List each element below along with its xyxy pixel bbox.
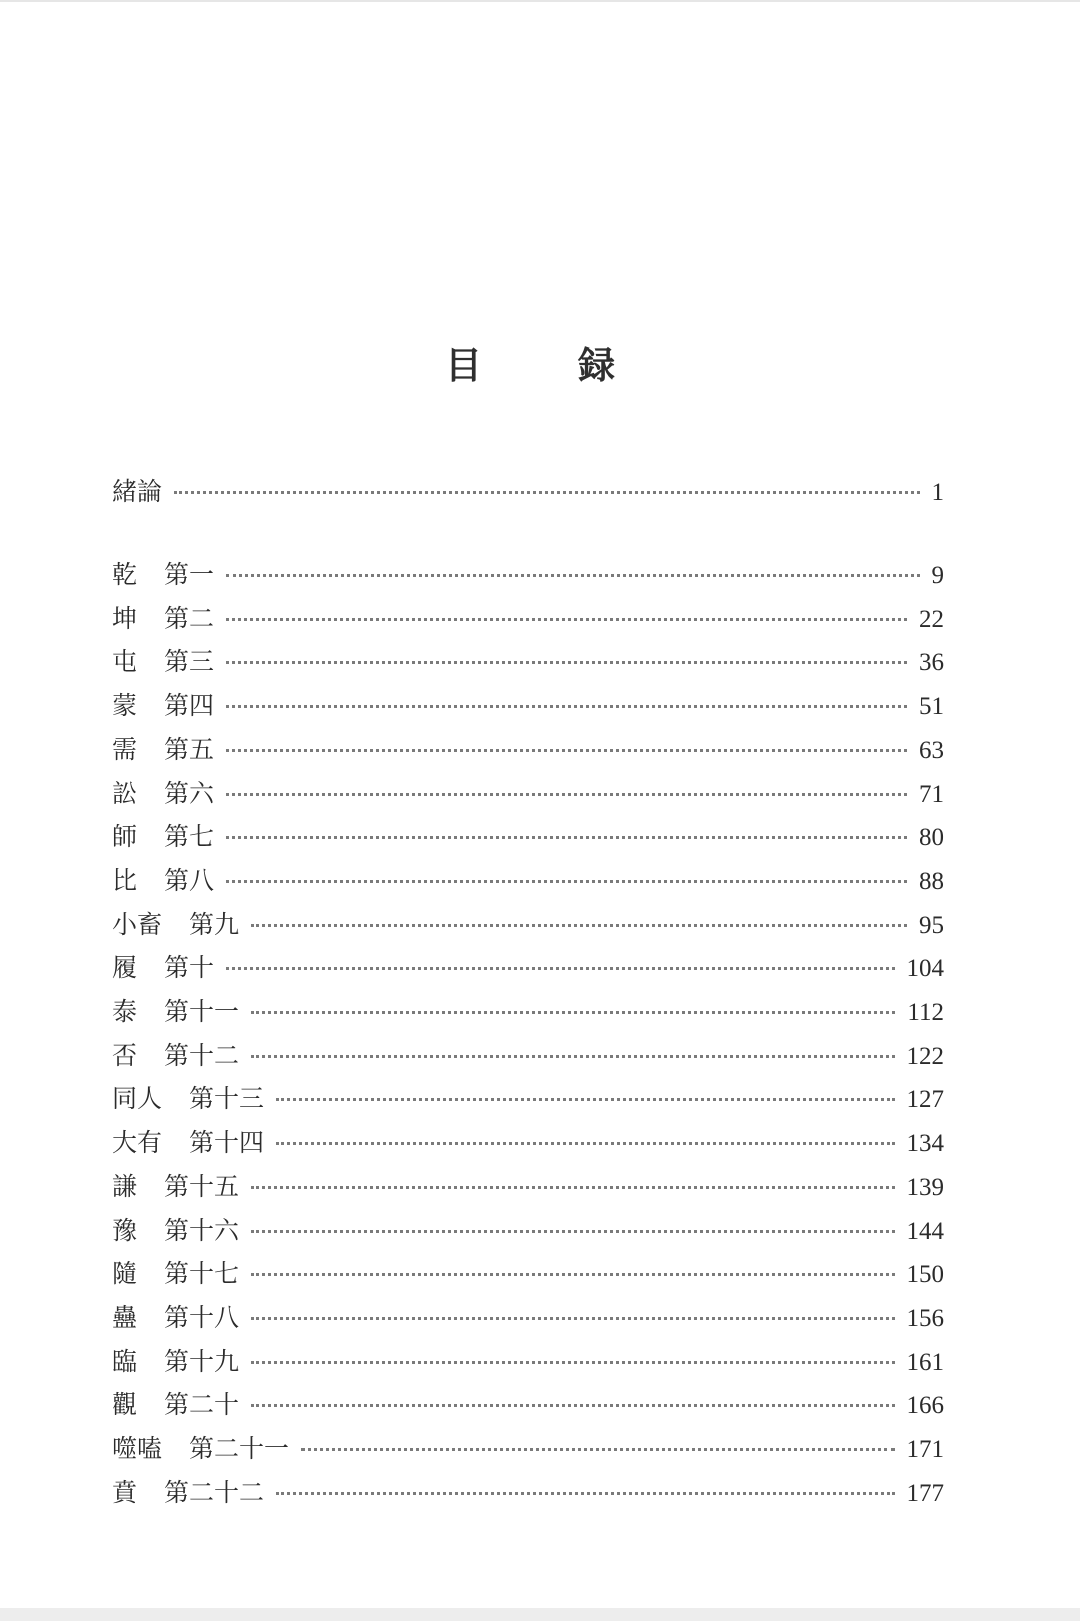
toc-entry-ordinal: 第三 (164, 647, 215, 676)
dot-leader (226, 749, 907, 752)
toc-entry (112, 602, 944, 636)
dot-leader (251, 1186, 894, 1189)
toc-entry (112, 995, 944, 1029)
dot-leader (226, 705, 907, 708)
toc-entry (112, 951, 944, 985)
toc-entry-page: 95 (919, 912, 944, 939)
toc-entry-ordinal: 第十 (164, 953, 215, 982)
toc-entry (112, 1345, 944, 1379)
dot-leader (301, 1448, 894, 1451)
toc-entry (112, 733, 944, 767)
toc-entry-ordinal: 第七 (164, 822, 215, 851)
toc-entry-page: 71 (919, 781, 944, 808)
toc-entry-page: 177 (906, 1480, 944, 1507)
toc-entry-name: 緒論 (112, 477, 163, 506)
toc-entry-name: 隨 (112, 1259, 138, 1288)
toc-entry-page: 88 (919, 868, 944, 895)
toc-entry-page: 9 (931, 562, 944, 589)
dot-leader (251, 924, 907, 927)
toc-entry-ordinal: 第二十一 (189, 1434, 290, 1463)
toc-entry-page: 22 (919, 606, 944, 633)
toc-entry (112, 777, 944, 811)
toc-entry (112, 1039, 944, 1073)
toc-entry (112, 558, 944, 592)
dot-leader (251, 1404, 894, 1407)
toc-entry (112, 1082, 944, 1116)
toc-entry-page: 127 (906, 1086, 944, 1113)
toc-entry (112, 908, 944, 942)
toc-entry-name: 乾 (112, 560, 138, 589)
toc-entry-page: 139 (906, 1174, 944, 1201)
toc-entry (112, 1126, 944, 1160)
toc-entry-ordinal: 第十七 (164, 1259, 240, 1288)
toc-entry-name: 大有 (112, 1128, 163, 1157)
toc-entry (112, 820, 944, 854)
toc-entry-ordinal: 第十一 (164, 997, 240, 1026)
toc-entry-ordinal: 第八 (164, 866, 215, 895)
toc-entry-name: 謙 (112, 1172, 138, 1201)
dot-leader (276, 1492, 894, 1495)
toc-entry-page: 104 (906, 955, 944, 982)
toc-entry-name: 臨 (112, 1347, 138, 1376)
dot-leader (226, 618, 907, 621)
toc-entry (112, 1388, 944, 1422)
toc-entry-page: 166 (906, 1392, 944, 1419)
toc-entry-page: 51 (919, 693, 944, 720)
toc-entry-name: 蒙 (112, 691, 138, 720)
toc-entry-page: 144 (906, 1218, 944, 1245)
toc-entry-page: 161 (906, 1349, 944, 1376)
toc-entry-name: 同人 (112, 1084, 163, 1113)
toc-entry-name: 需 (112, 735, 138, 764)
toc-entry-name: 豫 (112, 1216, 138, 1245)
toc-entry-name: 坤 (112, 604, 138, 633)
toc-entry (112, 1301, 944, 1335)
toc-entry-ordinal: 第九 (189, 910, 240, 939)
dot-leader (251, 1230, 894, 1233)
toc-entry-name: 蠱 (112, 1303, 138, 1332)
toc-entry (112, 645, 944, 679)
toc-entry-ordinal: 第十九 (164, 1347, 240, 1376)
toc-entry-name: 小畜 (112, 910, 163, 939)
toc-entry-preface (112, 475, 944, 509)
toc-entry (112, 1214, 944, 1248)
dot-leader (226, 574, 919, 577)
toc-entry-ordinal: 第十二 (164, 1041, 240, 1070)
toc-entry-page: 122 (906, 1043, 944, 1070)
title-char-1: 目 (445, 344, 482, 387)
toc-entry-page: 63 (919, 737, 944, 764)
toc-entry-page: 150 (906, 1261, 944, 1288)
page-title (0, 335, 1060, 389)
dot-leader (276, 1098, 894, 1101)
toc-entry-page: 112 (907, 999, 944, 1026)
toc-entry-name: 噬嗑 (112, 1434, 163, 1463)
toc-entry-ordinal: 第二 (164, 604, 215, 633)
title-char-2: 録 (578, 344, 615, 387)
dot-leader (226, 836, 907, 839)
dot-leader (226, 661, 907, 664)
dot-leader (226, 793, 907, 796)
toc-entry-name: 屯 (112, 647, 138, 676)
toc-entry-name: 泰 (112, 997, 138, 1026)
toc-entry-page: 134 (906, 1130, 944, 1157)
toc-entry-name: 否 (112, 1041, 138, 1070)
toc-entry-ordinal: 第十四 (189, 1128, 265, 1157)
toc-entry-page: 171 (906, 1436, 944, 1463)
toc-entry-ordinal: 第二十二 (164, 1478, 265, 1507)
dot-leader (276, 1142, 894, 1145)
toc-entry-page: 80 (919, 824, 944, 851)
dot-leader (251, 1317, 894, 1320)
dot-leader (226, 880, 907, 883)
toc-entry-page: 36 (919, 649, 944, 676)
dot-leader (251, 1273, 894, 1276)
toc-entry-name: 觀 (112, 1390, 138, 1419)
dot-leader (174, 491, 919, 494)
toc-entry (112, 1476, 944, 1510)
toc-entry (112, 1432, 944, 1466)
toc-entry-page: 1 (931, 479, 944, 506)
toc-entry-ordinal: 第五 (164, 735, 215, 764)
toc-entry-name: 訟 (112, 779, 138, 808)
dot-leader (251, 1011, 895, 1014)
toc-entry (112, 1257, 944, 1291)
toc-entry-ordinal: 第二十 (164, 1390, 240, 1419)
dot-leader (226, 967, 894, 970)
toc-entry-name: 賁 (112, 1478, 138, 1507)
toc-entry-page: 156 (906, 1305, 944, 1332)
toc-entry (112, 1170, 944, 1204)
toc-entry-name: 師 (112, 822, 138, 851)
toc-entry (112, 864, 944, 898)
toc-entry-ordinal: 第六 (164, 779, 215, 808)
toc-entry-ordinal: 第十八 (164, 1303, 240, 1332)
dot-leader (251, 1361, 894, 1364)
toc-entry-name: 比 (112, 866, 138, 895)
toc-entry-ordinal: 第十六 (164, 1216, 240, 1245)
toc-entry-ordinal: 第十三 (189, 1084, 265, 1113)
toc-entry-ordinal: 第四 (164, 691, 215, 720)
toc-entry (112, 689, 944, 723)
dot-leader (251, 1055, 894, 1058)
toc-entry-ordinal: 第一 (164, 560, 215, 589)
toc-entry-name: 履 (112, 953, 138, 982)
toc-entry-ordinal: 第十五 (164, 1172, 240, 1201)
